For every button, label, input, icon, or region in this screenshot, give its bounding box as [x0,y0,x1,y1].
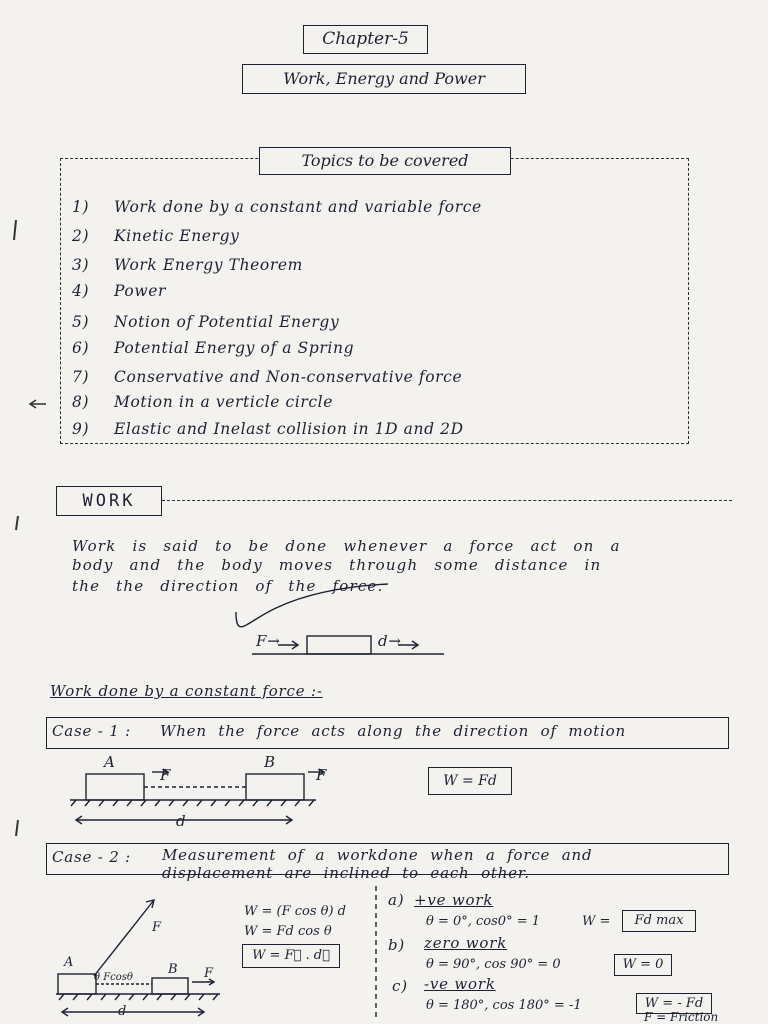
case-b-result: W = 0 [614,954,672,976]
inclined-force [94,900,154,976]
block-a-label: A [104,753,116,771]
case1-text: When the force acts along the direction of motion [160,722,626,740]
block-a [58,974,96,994]
list-item: 8) Motion in a verticle circle [72,393,333,411]
case-c-result: W = - Fd [636,993,712,1014]
ground-hatch [71,800,314,806]
force-vector-label: F→ [256,632,281,650]
case-c-label: c) [392,977,408,995]
block-a [86,774,144,800]
case-b-title: zero work [424,934,508,952]
list-item: 4) Power [72,282,166,300]
case-c-note: F = Friction [644,1010,719,1024]
case2-label: Case - 2 : [52,848,131,866]
distance-label: d [176,812,187,830]
case2-line2: displacement are inclined to each other. [162,864,530,882]
block-b [152,978,188,994]
case1-label: Case - 1 : [52,722,131,740]
displacement-vector-label: d→ [378,632,402,650]
force-label: F [316,766,328,784]
case-a-condition: θ = 0°, cos0° = 1 [426,914,540,929]
case-c-condition: θ = 180°, cos 180° = -1 [426,998,582,1013]
list-item: 9) Elastic and Inelast collision in 1D and 2D [72,420,464,438]
block-b-label: B [264,753,276,771]
list-item: 7) Conservative and Non-conservative force [72,368,463,386]
formula-dot-product: W = F⃗ . d⃗ [242,944,340,968]
block-b [246,774,304,800]
body-block [307,636,371,654]
case1-formula: W = Fd [428,767,512,795]
case-c-title: -ve work [424,975,496,993]
list-item: 1) Work done by a constant and variable force [72,198,482,216]
list-item: 3) Work Energy Theorem [72,256,303,274]
constant-force-heading: Work done by a constant force :- [50,682,323,700]
list-item: 6) Potential Energy of a Spring [72,339,355,357]
force-label: F [204,966,214,981]
chapter-title: Chapter-5 [303,25,428,54]
definition-line: the the direction of the force. [72,577,384,595]
formula-fdcos: W = Fd cos θ [244,924,332,939]
block-b-label: B [168,962,178,977]
case-a-prefix: W = [582,914,611,929]
angle-label: θ Fcosθ [94,972,133,983]
list-item: 2) Kinetic Energy [72,227,240,245]
work-heading: WORK [56,486,162,516]
force-label: F [152,920,162,935]
case-a-title: +ve work [414,891,494,909]
case-b-condition: θ = 90°, cos 90° = 0 [426,957,561,972]
case-a-result: Fd max [622,910,696,932]
case-a-label: a) [388,891,405,909]
case2-line1: Measurement of a workdone when a force and [162,846,593,864]
formula-fcos-d: W = (F cos θ) d [244,904,347,919]
block-a-label: A [64,955,74,970]
definition-line: body and the body moves through some distance in [72,556,602,574]
list-item: 5) Notion of Potential Energy [72,313,340,331]
topics-heading: Topics to be covered [259,147,511,175]
page-title: Work, Energy and Power [242,64,526,94]
pen-stroke [236,584,388,627]
force-label: F [160,766,172,784]
definition-line: Work is said to be done whenever a force act on a [72,537,621,555]
case-b-label: b) [388,936,406,954]
distance-label: d [118,1004,127,1019]
